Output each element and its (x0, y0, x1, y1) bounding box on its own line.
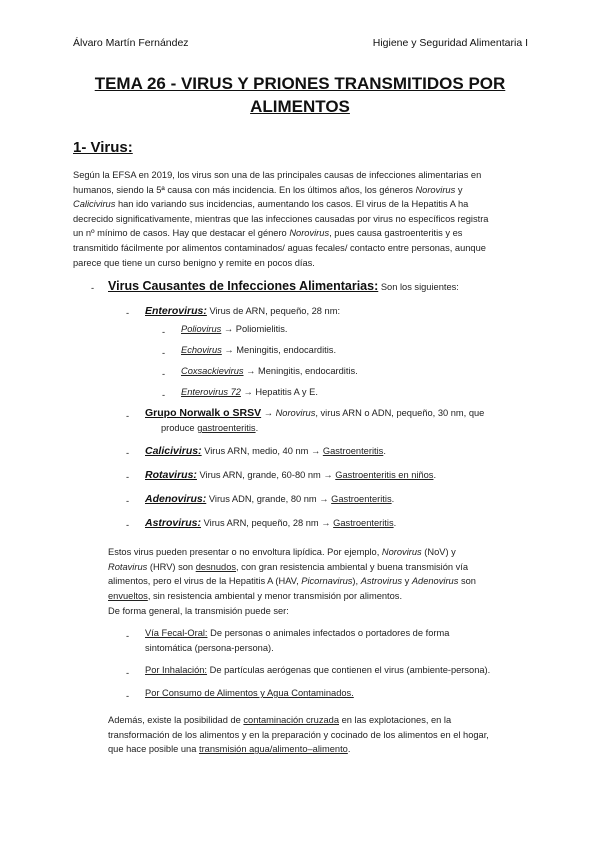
list-item-norwalk: Grupo Norwalk o SRSV → Norovirus, virus ARN o ADN, pequeño, 30 nm, que (145, 407, 485, 419)
envelope-paragraph: Estos virus pueden presentar o no envoltura lipídica. Por ejemplo, Norovirus (NoV) y Rotavirus (HRV) son desnudos, con gran resistencia ambiental y buena transmisión vía alimentos, pero el virus de la Hepatitis A (HAV, Picornavirus), Astrovirus y Adenovirus son envueltos, sin resistencia ambiental y menor transmisión por alimentos. (108, 547, 476, 601)
bullet-dash: - (162, 327, 166, 337)
list-item-fecal-oral: Vía Fecal-Oral: De personas o animales infectados o portadores de forma (145, 628, 450, 638)
bullet-dash: - (126, 411, 130, 421)
bullet-dash: - (162, 390, 166, 400)
bullet-dash: - (162, 348, 166, 358)
list-item-consumo: Por Consumo de Alimentos y Agua Contaminados. (145, 688, 354, 698)
list-item-astrovirus: Astrovirus: Virus ARN, pequeño, 28 nm → Gastroenteritis. (145, 517, 397, 529)
list-item-norwalk-cont: produce gastroenteritis. (161, 423, 259, 433)
virus-list-heading: Virus Causantes de Infecciones Alimentarias: Son los siguientes: (108, 279, 459, 293)
list-item-calicivirus: Calicivirus: Virus ARN, medio, 40 nm → Gastroenteritis. (145, 445, 386, 457)
bullet-dash: - (126, 496, 130, 506)
list-item-enterovirus-72: Enterovirus 72 → Hepatitis A y E. (181, 387, 318, 397)
bullet-dash: - (126, 520, 130, 530)
list-item-poliovirus: Poliovirus → Poliomielitis. (181, 324, 288, 334)
header-author: Álvaro Martín Fernández (73, 37, 189, 49)
header-course: Higiene y Seguridad Alimentaria I (372, 37, 528, 49)
section-heading: 1- Virus: (73, 139, 133, 156)
bullet-dash: - (126, 631, 130, 641)
bullet-dash: - (126, 308, 130, 318)
bullet-dash: - (126, 448, 130, 458)
bullet-dash: - (126, 472, 130, 482)
list-item-inhalacion: Por Inhalación: De partículas aerógenas que contienen el virus (ambiente-persona). (145, 665, 491, 675)
bullet-dash: - (162, 369, 166, 379)
list-item-enterovirus: Enterovirus: Virus de ARN, pequeño, 28 nm: (145, 305, 341, 317)
bullet-dash: - (126, 668, 130, 678)
list-item-adenovirus: Adenovirus: Virus ADN, grande, 80 nm → Gastroenteritis. (145, 493, 395, 505)
closing-paragraph: Además, existe la posibilidad de contaminación cruzada en las explotaciones, en la transformación de los alimentos y en la preparación y cocinado de los alimentos en el hogar, que hace posible una transmisión agua/alimento–alimento. (108, 715, 489, 755)
list-item-echovirus: Echovirus → Meningitis, endocarditis. (181, 345, 337, 355)
list-item-fecal-oral-cont: sintomática (persona-persona). (145, 643, 274, 653)
page-title: TEMA 26 - VIRUS Y PRIONES TRANSMITIDOS POR ALIMENTOS (94, 74, 506, 116)
intro-paragraph: Según la EFSA en 2019, los virus son una de las principales causas de infecciones alimentarias en humanos, siendo la 5ª causa con más incidencia. En los últimos años, los géneros Norovirus y Calicivirus han ido variando sus incidencias, aumentando los casos. El virus de la Hepatitis A ha decrecido significativamente, mientras que las infecciones causadas por virus no específicos registra un nº mínimo de casos. Hay que destacar el género Norovirus, pues causa gastroenteritis y es transmitido fácilmente por alimentos contaminados/ aguas fecales/ contacto entre personas, aunque parece que tiene un curso benigno y remite en pocos días. (73, 170, 489, 268)
list-item-rotavirus: Rotavirus: Virus ARN, grande, 60-80 nm → Gastroenteritis en niños. (145, 469, 437, 481)
bullet-dash: - (126, 691, 130, 701)
list-item-coxsackievirus: Coxsackievirus → Meningitis, endocarditis. (181, 366, 358, 376)
transmission-intro: De forma general, la transmisión puede ser: (108, 606, 289, 616)
bullet-dash: - (91, 283, 95, 293)
